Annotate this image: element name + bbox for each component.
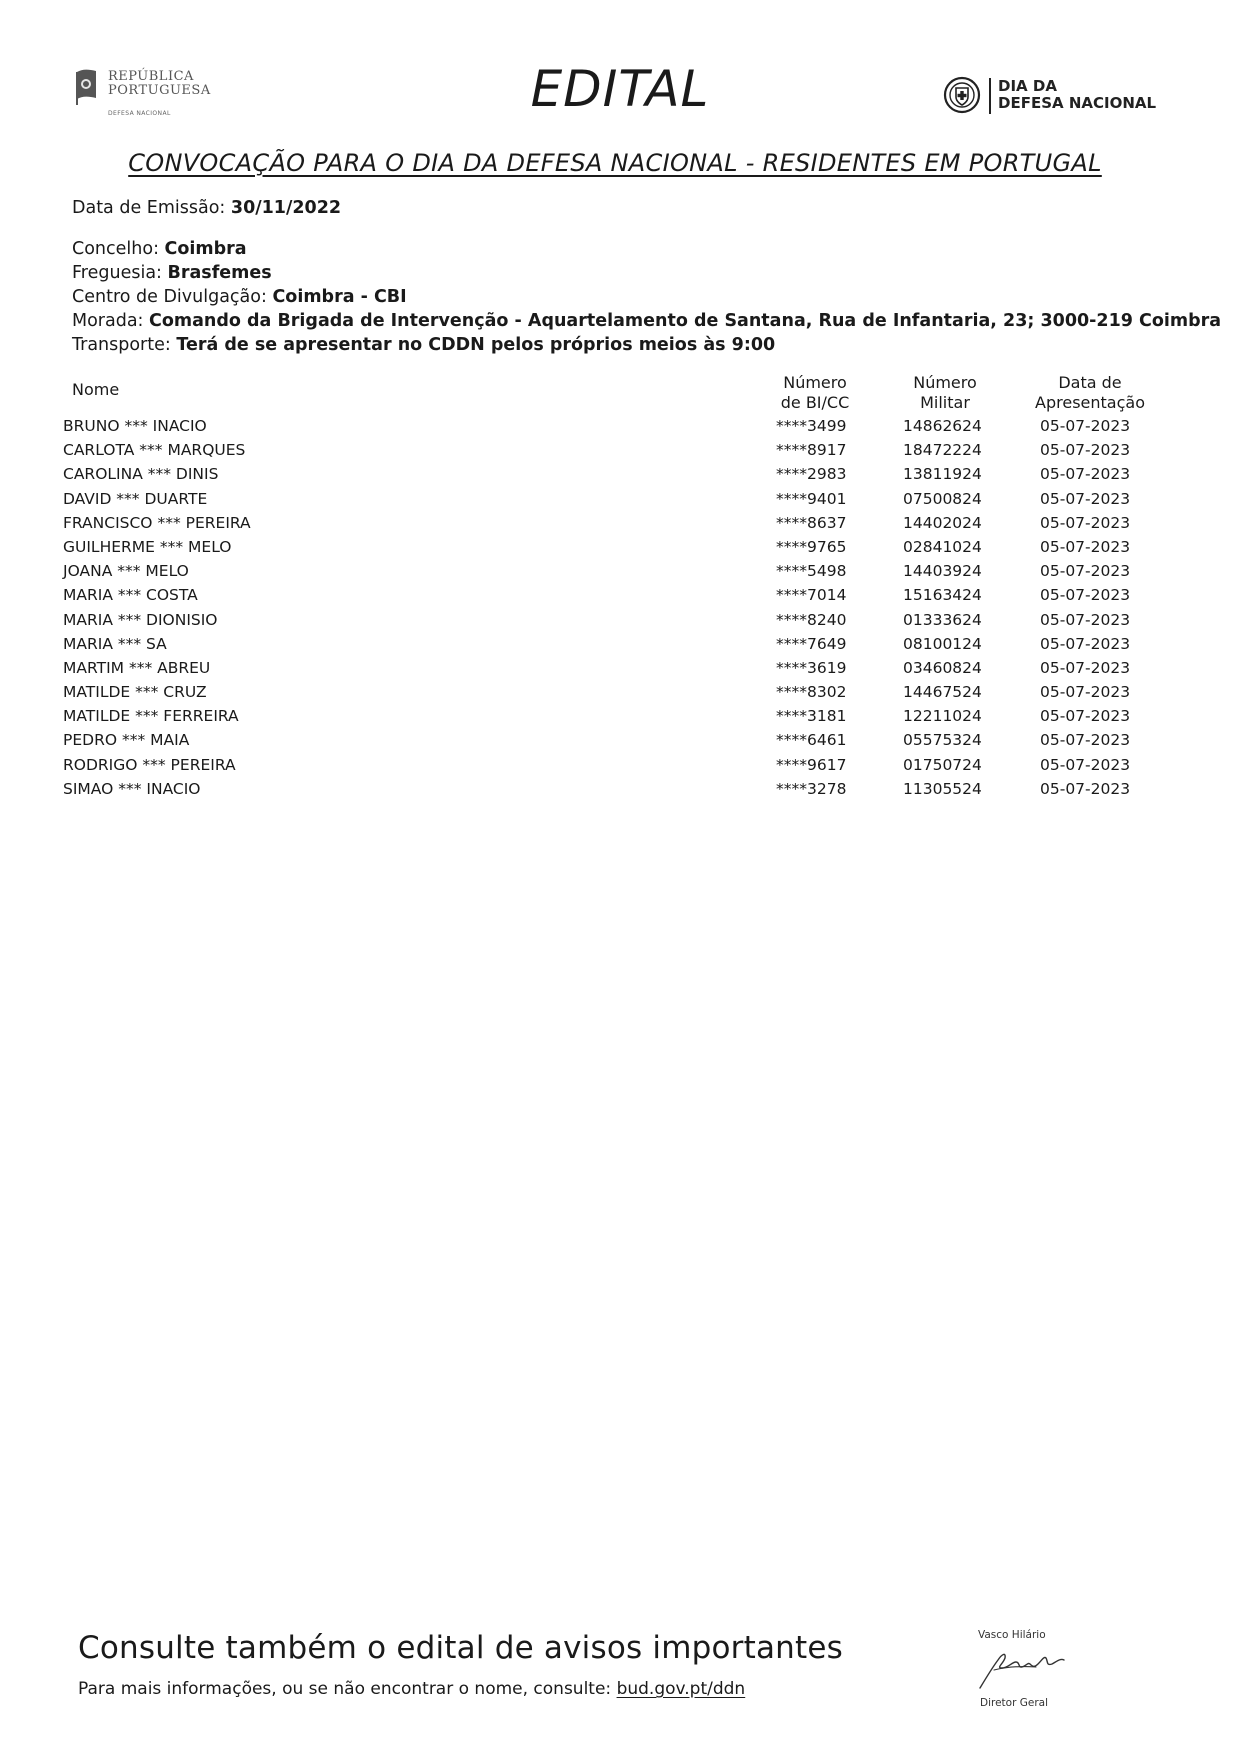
row-name: CAROLINA *** DINIS: [63, 465, 219, 484]
row-name: MATILDE *** CRUZ: [63, 683, 207, 702]
freguesia-label: Freguesia:: [72, 263, 168, 283]
row-bi: ****5498: [776, 562, 847, 581]
row-date: 05-07-2023: [1040, 562, 1131, 581]
row-name: MARTIM *** ABREU: [63, 658, 211, 677]
row-date: 05-07-2023: [1040, 489, 1131, 508]
row-name: JOANA *** MELO: [63, 562, 189, 581]
table-row: [0, 438, 1242, 462]
row-date: 05-07-2023: [1040, 731, 1131, 750]
morada-label: Morada:: [72, 311, 150, 331]
table-row: [0, 608, 1242, 632]
row-date: 05-07-2023: [1040, 658, 1131, 677]
row-date: 05-07-2023: [1040, 441, 1131, 460]
row-date: 05-07-2023: [1040, 465, 1131, 484]
defesa-nacional-text: DEFESA NACIONAL: [998, 94, 1157, 112]
column-header-militar-line2: Militar: [920, 393, 970, 412]
concelho-line: [72, 237, 247, 261]
row-bi: ****9617: [776, 755, 847, 774]
row-date: 05-07-2023: [1040, 537, 1131, 556]
convocation-list: [0, 414, 1242, 801]
row-militar: 13811924: [903, 465, 982, 484]
table-row: [0, 704, 1242, 728]
row-date: 05-07-2023: [1040, 707, 1131, 726]
row-militar: 14403924: [903, 562, 982, 581]
portuguesa-text: PORTUGUESA: [108, 83, 211, 98]
row-bi: ****3278: [776, 779, 847, 798]
row-bi: ****7649: [776, 634, 847, 653]
signatory-name: Vasco Hilário: [978, 1629, 1046, 1641]
table-row: [0, 535, 1242, 559]
column-header-bi-line1: Número: [783, 373, 847, 392]
row-name: SIMAO *** INACIO: [63, 779, 201, 798]
row-bi: ****8240: [776, 610, 847, 629]
document-subtitle: CONVOCAÇÃO PARA O DIA DA DEFESA NACIONAL - RESIDENTES EM PORTUGAL: [128, 149, 1102, 177]
row-bi: ****2983: [776, 465, 847, 484]
row-militar: 08100124: [903, 634, 982, 653]
logo-separator: [989, 78, 991, 114]
row-date: 05-07-2023: [1040, 417, 1131, 435]
table-row: [0, 777, 1242, 801]
table-row: [0, 462, 1242, 486]
morada-line: [72, 309, 1221, 333]
row-date: 05-07-2023: [1040, 683, 1131, 702]
table-row: [0, 680, 1242, 704]
row-militar: 15163424: [903, 586, 982, 605]
row-militar: 18472224: [903, 441, 982, 460]
morada-value: Comando da Brigada de Intervenção - Aquartelamento de Santana, Rua de Infantaria, 23; 3000-219 Coimbra: [149, 311, 1222, 331]
row-bi: ****6461: [776, 731, 847, 750]
row-date: 05-07-2023: [1040, 610, 1131, 629]
column-header-nome: Nome: [72, 380, 120, 399]
freguesia-line: [72, 261, 272, 285]
footer-headline: Consulte também o edital de avisos importantes: [78, 1630, 843, 1666]
row-militar: 01333624: [903, 610, 982, 629]
column-header-bi-line2: de BI/CC: [780, 393, 850, 412]
column-header-bi: [770, 373, 860, 413]
table-row: [0, 414, 1242, 438]
coat-of-arms-icon: [943, 76, 981, 114]
row-date: 05-07-2023: [1040, 779, 1131, 798]
row-date: 05-07-2023: [1040, 755, 1131, 774]
footer-link[interactable]: bud.gov.pt/ddn: [616, 1679, 746, 1699]
column-header-militar: [895, 373, 995, 413]
row-militar: 01750724: [903, 755, 982, 774]
table-row: [0, 632, 1242, 656]
row-militar: 14402024: [903, 513, 982, 532]
centro-line: [72, 285, 407, 309]
issue-date-label: Data de Emissão:: [72, 198, 231, 218]
transporte-value: Terá de se apresentar no CDDN pelos próprios meios às 9:00: [176, 335, 776, 355]
row-name: BRUNO *** INACIO: [63, 417, 207, 435]
row-name: PEDRO *** MAIA: [63, 731, 190, 750]
table-row: [0, 583, 1242, 607]
row-name: DAVID *** DUARTE: [63, 489, 208, 508]
signature-icon: [972, 1640, 1082, 1692]
centro-value: Coimbra - CBI: [272, 287, 407, 307]
row-name: RODRIGO *** PEREIRA: [63, 755, 236, 774]
flag-icon: [74, 68, 100, 106]
row-date: 05-07-2023: [1040, 586, 1131, 605]
republica-portuguesa-logo: [70, 66, 230, 126]
transporte-line: [72, 333, 775, 357]
row-bi: ****7014: [776, 586, 847, 605]
row-name: MARIA *** SA: [63, 634, 167, 653]
row-name: MARIA *** DIONISIO: [63, 610, 218, 629]
defesa-nacional-subtext: DEFESA NACIONAL: [108, 110, 171, 117]
table-row: [0, 487, 1242, 511]
row-militar: 14467524: [903, 683, 982, 702]
row-bi: ****9401: [776, 489, 847, 508]
row-name: CARLOTA *** MARQUES: [63, 441, 246, 460]
row-bi: ****3181: [776, 707, 847, 726]
issue-date-line: [72, 196, 341, 220]
table-row: [0, 511, 1242, 535]
row-bi: ****3499: [776, 417, 847, 435]
row-militar: 05575324: [903, 731, 982, 750]
row-bi: ****9765: [776, 537, 847, 556]
republica-text: REPÚBLICA: [108, 69, 194, 84]
concelho-value: Coimbra: [164, 239, 247, 259]
row-militar: 14862624: [903, 417, 982, 435]
row-militar: 11305524: [903, 779, 982, 798]
row-name: MATILDE *** FERREIRA: [63, 707, 239, 726]
row-name: GUILHERME *** MELO: [63, 537, 232, 556]
issue-date-value: 30/11/2022: [230, 198, 342, 218]
row-bi: ****8637: [776, 513, 847, 532]
column-header-data-line1: Data de: [1058, 373, 1122, 392]
column-header-militar-line1: Número: [913, 373, 977, 392]
row-bi: ****8917: [776, 441, 847, 460]
table-row: [0, 656, 1242, 680]
signatory-role: Diretor Geral: [980, 1697, 1049, 1709]
column-header-data-line2: Apresentação: [1035, 393, 1145, 412]
row-militar: 02841024: [903, 537, 982, 556]
row-militar: 03460824: [903, 658, 982, 677]
dia-defesa-nacional-logo: [943, 74, 1163, 120]
table-row: [0, 559, 1242, 583]
row-date: 05-07-2023: [1040, 513, 1131, 532]
row-name: FRANCISCO *** PEREIRA: [63, 513, 251, 532]
row-bi: ****3619: [776, 658, 847, 677]
row-date: 05-07-2023: [1040, 634, 1131, 653]
footer-info-text: Para mais informações, ou se não encontrar o nome, consulte:: [78, 1679, 617, 1699]
concelho-label: Concelho:: [72, 239, 165, 259]
table-row: [0, 753, 1242, 777]
table-row: [0, 728, 1242, 752]
row-bi: ****8302: [776, 683, 847, 702]
transporte-label: Transporte:: [72, 335, 177, 355]
freguesia-value: Brasfemes: [167, 263, 272, 283]
dia-da-text: DIA DA: [998, 77, 1057, 95]
row-militar: 12211024: [903, 707, 982, 726]
column-header-data: [1020, 373, 1160, 413]
row-militar: 07500824: [903, 489, 982, 508]
centro-label: Centro de Divulgação:: [72, 287, 273, 307]
row-name: MARIA *** COSTA: [63, 586, 198, 605]
footer-info: [78, 1677, 745, 1701]
document-title: EDITAL: [530, 60, 710, 118]
